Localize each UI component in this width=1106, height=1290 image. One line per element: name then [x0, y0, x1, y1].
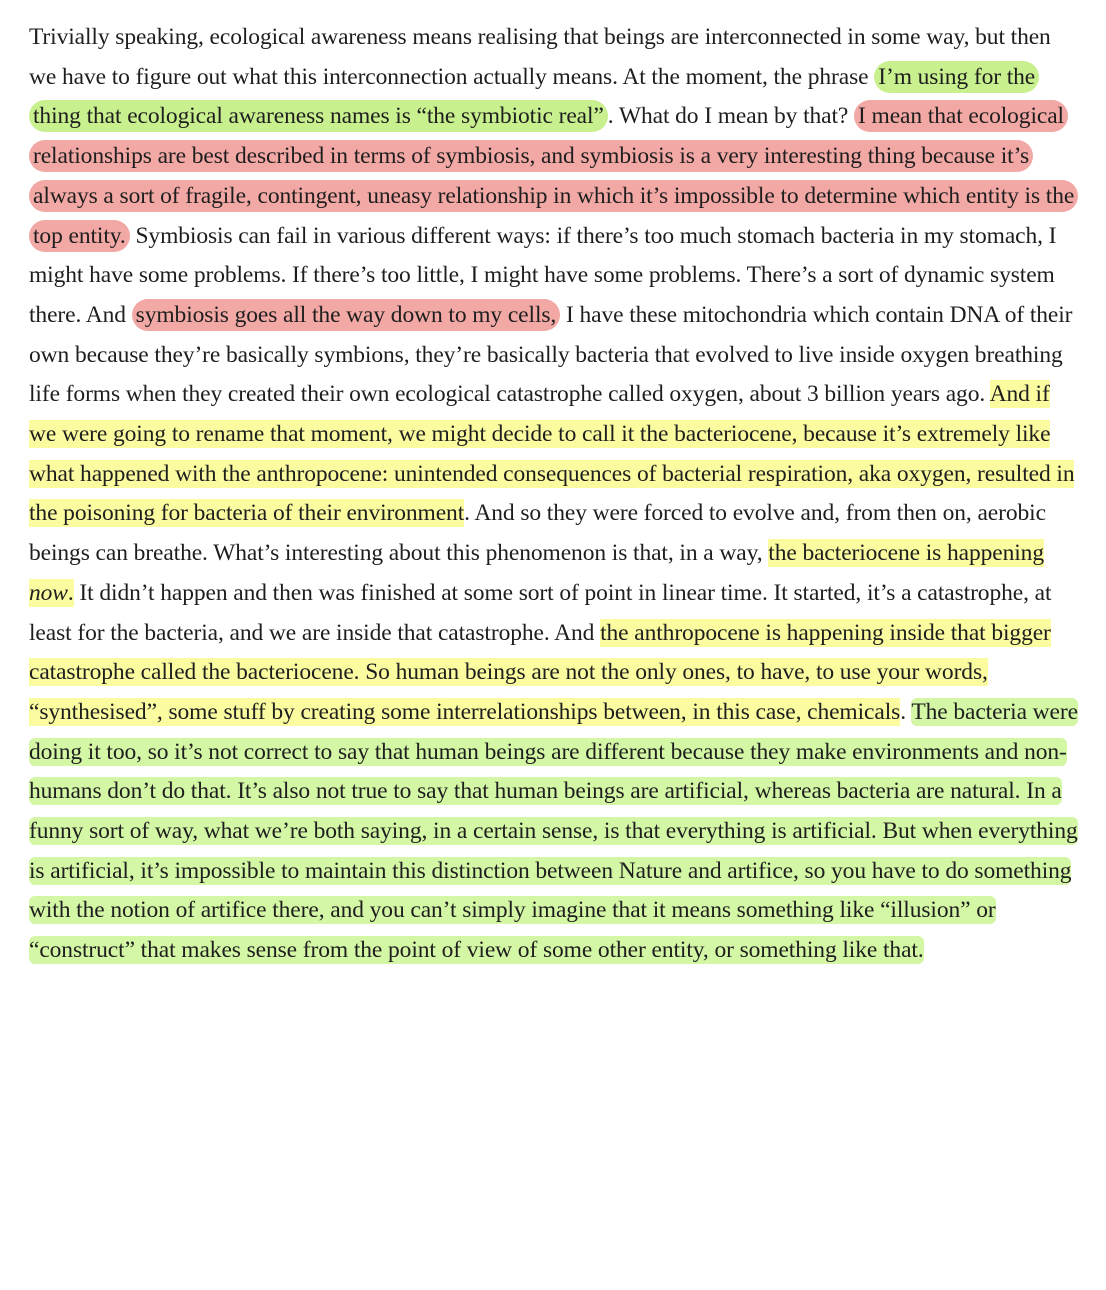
- highlight-period: .: [67, 579, 74, 606]
- emphasis-now: now: [29, 579, 68, 606]
- plain-text-1: Trivially speaking, ecological awareness means realising that beings are interconnected in some way, but then we have to figure out what this interconnection actually means. At the moment, the phrase: [29, 24, 1051, 90]
- highlight-text: the bacteriocene is happening: [768, 540, 1044, 567]
- red-highlight-symbiosis-definition: I mean that ecological relationships are best described in terms of symbiosis, and symbiosis is a very interesting thing because it’s always a sort of fragile, contingent, uneasy relationship in which it’s impossible to determine which entity is the top entity.: [29, 100, 1078, 251]
- document-page: [29, 18, 1079, 971]
- body-paragraph: [29, 18, 1079, 971]
- red-highlight-symbiosis-cells: symbiosis goes all the way down to my cells,: [132, 299, 561, 331]
- green-highlight-symbiotic-real: I’m using for the thing that ecological awareness names is “the symbiotic real”: [29, 61, 1039, 133]
- yellow-highlight-bacteriocene: And if we were going to rename that moment, we might decide to call it the bacteriocene, because it’s extremely like what happened with the anthropocene: unintended consequences of bacterial respiration, aka oxygen, resulted in the poisoning for bacteria of their environment: [29, 381, 1075, 527]
- plain-text-4: I have these mitochondria which contain DNA of their own because they’re basically symbions, they’re basically bacteria that evolved to live inside oxygen breathing life forms when they created their own ecological catastrophe called oxygen, about 3 billion years ago.: [29, 301, 1073, 408]
- plain-text-5: . And so they were forced to evolve and, from then on, aerobic beings can breathe. What’s interesting about this phenomenon is that, in a way,: [29, 500, 1046, 567]
- green-highlight-artifice: The bacteria were doing it too, so it’s not correct to say that human beings are different because they make environments and non-humans don’t do that. It’s also not true to say that human beings are artificial, whereas bacteria are natural. In a funny sort of way, what we’re both saying, in a certain sense, is that everything is artificial. But when everything is artificial, it’s impossible to maintain this distinction between Nature and artifice, so you have to do something with the notion of artifice there, and you can’t simply imagine that it means something like “illusion” or “construct” that makes sense from the point of view of some other entity, or something like that.: [29, 698, 1078, 964]
- plain-text-2: . What do I mean by that?: [607, 103, 855, 130]
- plain-text-7: .: [900, 698, 912, 725]
- plain-text-6: It didn’t happen and then was finished at some sort of point in linear time. It started, it’s a catastrophe, at least for the bacteria, and we are inside that catastrophe. And: [29, 579, 1052, 646]
- yellow-highlight-anthropocene: the anthropocene is happening inside that bigger catastrophe called the bacteriocene. So human beings are not the only ones, to have, to use your words, “synthesised”, some stuff by creating some interrelationships between, in this case, chemicals: [29, 619, 1051, 725]
- plain-text-3: Symbiosis can fail in various different ways: if there’s too much stomach bacteria in my stomach, I might have some problems. If there’s too little, I might have some problems. There’s a sort of dynamic system there. And: [29, 222, 1057, 328]
